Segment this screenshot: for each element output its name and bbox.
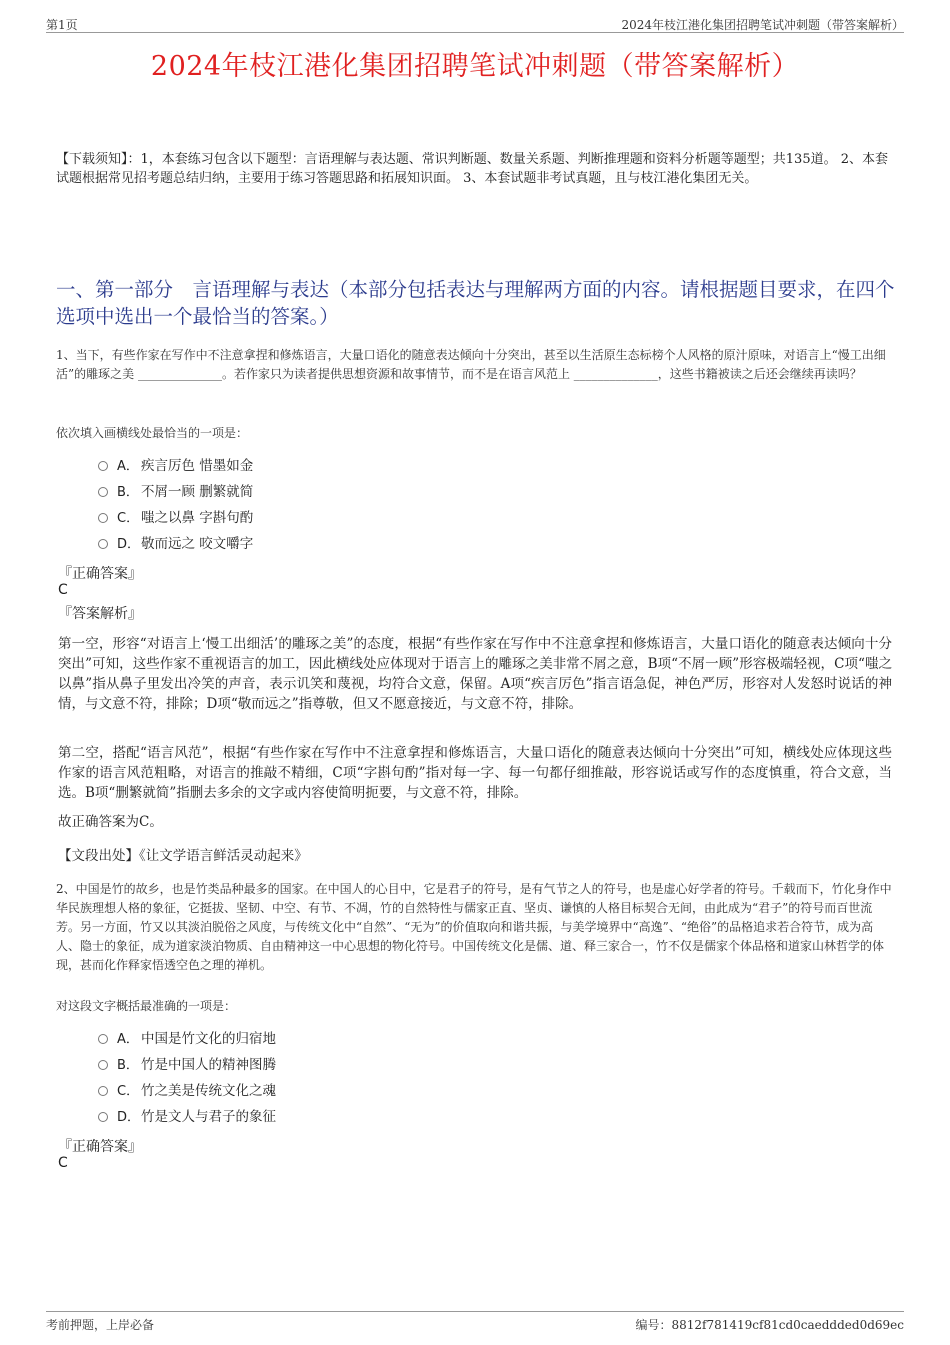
question-1-option-c[interactable]: C． 嗤之以鼻 字斟句酌 [98, 507, 253, 529]
page-footer [46, 1311, 904, 1332]
page-number: 第1页 [46, 18, 78, 32]
question-2-option-a[interactable]: A． 中国是竹文化的归宿地 [98, 1028, 276, 1050]
question-1-analysis-paragraph-1: 第一空，形容“对语言上‘慢工出细活’的雕琢之美”的态度，根据“有些作家在写作中不注意拿捏和修炼语言，大量口语化的随意表达倾向十分突出”可知，这些作家不重视语言的加工，因此横线处应体现对于语言上的雕琢之美非常不屑之意，B项“不屑一顾”形容极端轻视，C项“嗤之以鼻”指从鼻子里发出冷笑的声音，表示讥笑和蔑视，均符合文意，保留。A项“疾言厉色”指言语急促，神色严厉，形容对人发怒时说话的神情，与文意不符，排除；D项“敬而远之”指尊敬，但又不愿意接近，与文意不符，排除。 [58, 636, 892, 712]
question-1-prompt: 依次填入画横线处最恰当的一项是： [56, 426, 249, 440]
question-1-option-a[interactable]: A． 疾言厉色 惜墨如金 [98, 455, 253, 477]
question-1-conclusion: 故正确答案为C。 [58, 814, 163, 830]
radio-icon[interactable] [98, 1060, 108, 1070]
question-1-analysis-paragraph-2: 第二空，搭配“语言风范”，根据“有些作家在写作中不注意拿捏和修炼语言，大量口语化的随意表达倾向十分突出”可知，横线处应体现这些作家的语言风范粗略，对语言的推敲不精细，C项“字斟句酌”指对每一字、每一句都仔细推敲，形容说话或写作的态度慎重，符合文意，当选。B项“删繁就简”指删去多余的文字或内容使简明扼要，与文意不符，排除。 [58, 745, 892, 801]
radio-icon[interactable] [98, 1034, 108, 1044]
radio-icon[interactable] [98, 539, 108, 549]
radio-icon[interactable] [98, 1086, 108, 1096]
question-1-option-b[interactable]: B． 不屑一顾 删繁就简 [98, 481, 253, 503]
radio-icon[interactable] [98, 1112, 108, 1122]
question-2-text: 2、中国是竹的故乡，也是竹类品种最多的国家。在中国人的心目中，它是君子的符号，是有气节之人的符号，也是虚心好学者的符号。千载而下，竹化身作中华民族理想人格的象征，它挺拔、坚韧、中空、有节、不凋，竹的自然特性与儒家正直、坚贞、谦慎的人格目标契合无间，由此成为“君子”的符号而百世流芳。另一方面，竹又以其淡泊脱俗之风度，与传统文化中“自然”、“无为”的价值取向和谐共振，与美学境界中“高逸”、“绝俗”的品格追求若合符节，成为高人、隐士的象征，成为道家淡泊物质、自由精神这一中心思想的物化符号。中国传统文化是儒、道、释三家合一，竹不仅是儒家个体品格和道家山林哲学的体现，甚而化作释家悟透空色之理的禅机。 [56, 882, 892, 972]
radio-icon[interactable] [98, 487, 108, 497]
footer-slogan: 考前押题，上岸必备 [46, 1318, 155, 1332]
download-notice: 【下载须知】：1，本套练习包含以下题型：言语理解与表达题、常识判断题、数量关系题、判断推理题和资料分析题等题型；共135道。 2、本套试题根据常见招考题总结归纳，主要用于练习答题思路和拓展知识面。 3、本套试题非考试真题，且与枝江港化集团无关。 [56, 152, 888, 186]
question-2-option-c[interactable]: C． 竹之美是传统文化之魂 [98, 1080, 276, 1102]
radio-icon[interactable] [98, 461, 108, 471]
question-1-analysis-label: 『答案解析』 [58, 606, 142, 622]
question-2-answer-label: 『正确答案』 [58, 1139, 142, 1155]
section-heading: 一、第一部分 言语理解与表达（本部分包括表达与理解两方面的内容。请根据题目要求，在四个选项中选出一个最恰当的答案。） [56, 278, 895, 328]
question-2-option-b[interactable]: B． 竹是中国人的精神图腾 [98, 1054, 276, 1076]
question-2-prompt: 对这段文字概括最准确的一项是： [56, 999, 237, 1013]
footer-doc-id: 编号：8812f781419cf81cd0caeddded0d69ec [635, 1318, 904, 1332]
question-1-answer-label: 『正确答案』 [58, 566, 142, 582]
question-1-text: 1、当下，有些作家在写作中不注意拿捏和修炼语言，大量口语化的随意表达倾向十分突出，甚至以生活原生态标榜个人风格的原汁原味，对语言上“慢工出细活”的雕琢之美 ______________。若作家只为读者提供思想资源和故事情节，而不是在语言风范上 ______________，这些书籍被读之后还会继续再读吗？ [56, 348, 886, 381]
header-doc-title: 2024年枝江港化集团招聘笔试冲刺题（带答案解析） [621, 18, 904, 32]
question-2-option-d[interactable]: D．竹是文人与君子的象征 [98, 1106, 276, 1128]
question-2-answer: C [58, 1155, 68, 1171]
question-1-source: 【文段出处】《让文学语言鲜活灵动起来》 [58, 848, 308, 864]
page-header [46, 14, 904, 33]
question-1-option-d[interactable]: D．敬而远之 咬文嚼字 [98, 533, 253, 555]
question-1-answer: C [58, 582, 68, 598]
radio-icon[interactable] [98, 513, 108, 523]
document-title: 2024年枝江港化集团招聘笔试冲刺题（带答案解析） [150, 51, 800, 82]
